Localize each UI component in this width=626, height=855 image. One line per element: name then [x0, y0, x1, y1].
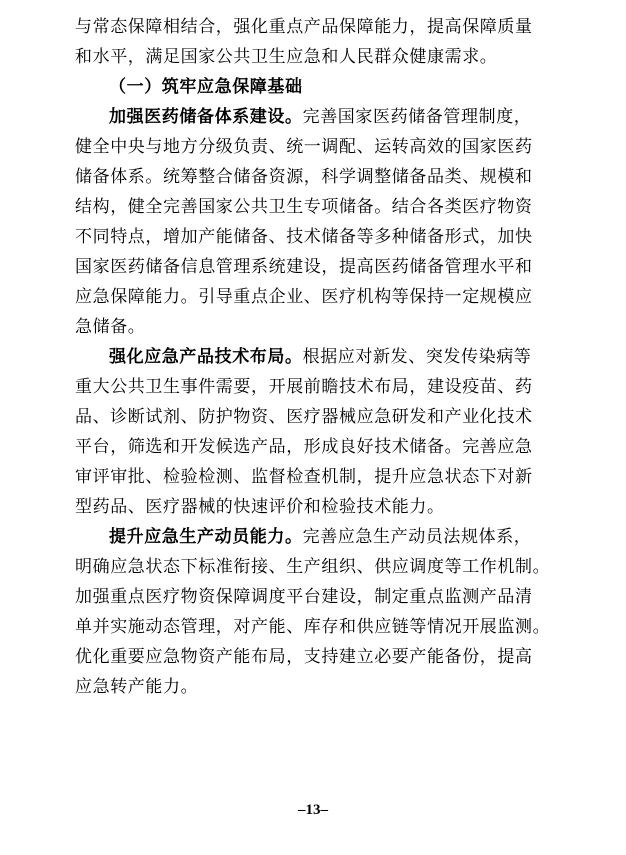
document-body — [75, 12, 553, 702]
body-text-line: 急储备。 — [75, 317, 146, 337]
body-text-line: 国家医药储备信息管理系统建设，提高医药储备管理水平和 — [75, 257, 533, 277]
body-text-line: 明确应急状态下标准衔接、生产组织、供应调度等工作机制。 — [75, 557, 551, 577]
paragraph-first-line — [75, 102, 553, 132]
body-text-line: 型药品、医疗器械的快速评价和检验技术能力。 — [75, 497, 445, 517]
body-text-line: 审评审批、检验检测、监督检查机制，提升应急状态下对新 — [75, 467, 533, 487]
body-text-line: 应急保障能力。引导重点企业、医疗机构等保持一定规模应 — [75, 287, 533, 307]
paragraph-text: 完善应急生产动员法规体系， — [302, 527, 532, 547]
paragraph-first-line — [75, 522, 553, 552]
body-text-line: 重大公共卫生事件需要，开展前瞻技术布局，建设疫苗、药 — [75, 377, 533, 397]
body-text-line: 储备体系。统筹整合储备资源，科学调整储备品类、规模和 — [75, 167, 533, 187]
paragraph-text: 根据应对新发、突发传染病等 — [302, 347, 532, 367]
section-heading: （一）筑牢应急保障基础 — [109, 77, 303, 97]
body-text-line: 单并实施动态管理，对产能、库存和供应链等情况开展监测。 — [75, 617, 551, 637]
body-text-line: 加强重点医疗物资保障调度平台建设，制定重点监测产品清 — [75, 587, 533, 607]
body-text-line: 健全中央与地方分级负责、统一调配、运转高效的国家医药 — [75, 137, 533, 157]
body-text-line: 不同特点，增加产能储备、技术储备等多种储备形式，加快 — [75, 227, 533, 247]
body-text-line: 平台，筛选和开发候选产品，形成良好技术储备。完善应急 — [75, 437, 533, 457]
paragraph-lead-title: 强化应急产品技术布局。 — [109, 347, 303, 367]
paragraph-text: 完善国家医药储备管理制度， — [302, 107, 532, 127]
paragraph-lead-title: 提升应急生产动员能力。 — [109, 527, 303, 547]
paragraph-emergency-production — [75, 522, 553, 702]
body-text-line: 应急转产能力。 — [75, 677, 199, 697]
paragraph-first-line — [75, 342, 553, 372]
body-text-line: 与常态保障相结合，强化重点产品保障能力，提高保障质量 — [75, 17, 533, 37]
page-number: –13– — [298, 802, 328, 818]
body-text-line: 品、诊断试剂、防护物资、医疗器械应急研发和产业化技术 — [75, 407, 533, 427]
paragraph-emergency-tech-layout — [75, 342, 553, 522]
paragraph-lead-title: 加强医药储备体系建设。 — [109, 107, 303, 127]
body-text-line: 优化重要应急物资产能布局，支持建立必要产能备份，提高 — [75, 647, 533, 667]
paragraph-medicine-reserve — [75, 102, 553, 342]
body-text-line: 和水平，满足国家公共卫生应急和人民群众健康需求。 — [75, 47, 498, 67]
body-text-line: 结构，健全完善国家公共卫生专项储备。结合各类医疗物资 — [75, 197, 533, 217]
